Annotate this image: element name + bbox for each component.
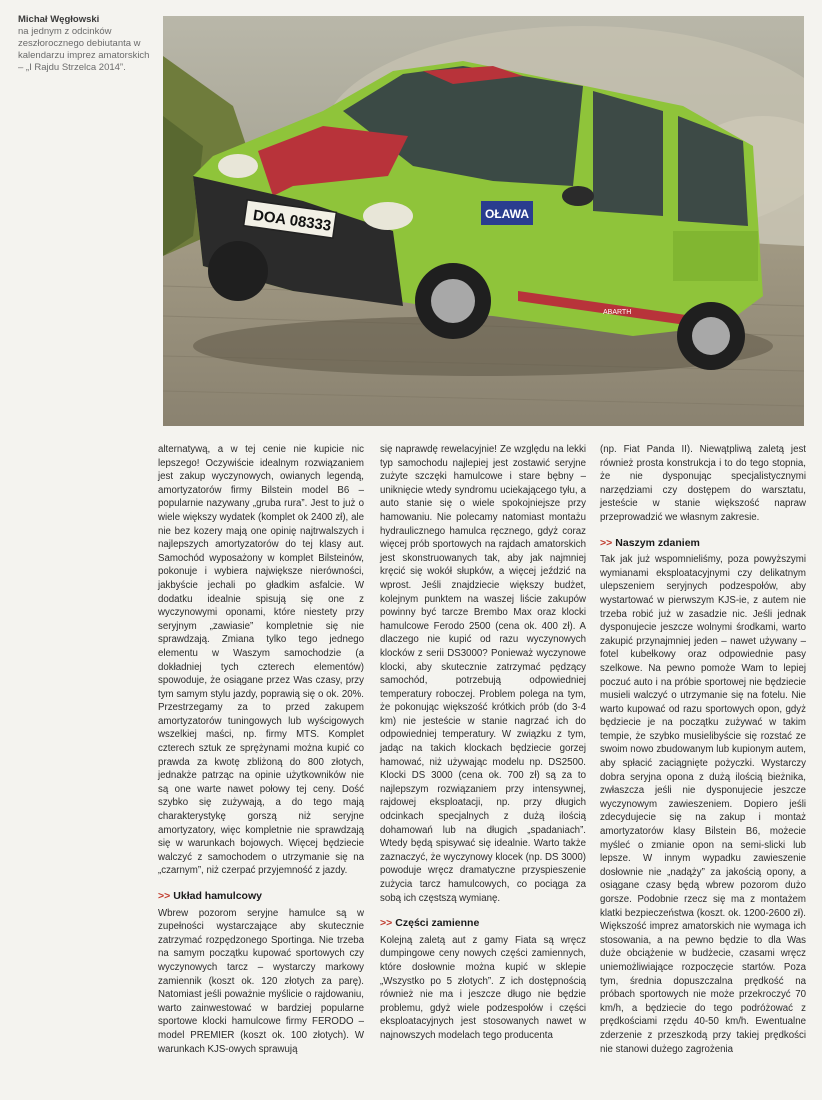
abarth-strip: ABARTH <box>603 309 632 316</box>
column-1 <box>158 443 364 1056</box>
section-heading-brakes <box>158 890 364 904</box>
paragraph: się naprawdę rewelacyjnie! Ze względu na lekki typ samochodu najlepiej jest zostawić seryjne zużyte szczęki hamulcowe i stare bębny – uniknięcie wtedy syndromu uciekającego tyłu, a auto stanie się o wiele spokojniejsze przy hamowaniu. Nie polecamy natomiast montażu hydraulicznego hamulca ręcznego, gdyż coraz więcej prób sportowych na rajdach amatorskich jest skonstruowanych tak, aby jak najmniej kręcić się wokół słupków, a więcej jeździć na wprost. Jeśli znajdziecie większy budżet, kolejnym punktem na waszej liście zakupów powinny być tarcze Brembo Max oraz klocki hamulcowe Ferodo 2500 (cena ok. 400 zł). A dlaczego nie kupić od razu wyczynowych klocków z serii DS3000? Ponieważ wyczynowe klocki, aby skutecznie zatrzymać pędzący samochód, potrzebują odpowiedniej temperatury roboczej. Problem polega na tym, że pokonując większość krótkich prób (do 3-4 km) nie jesteście w stanie nagrzać ich do odpowiedniej temperatury. W związku z tym, jadąc na takich klockach będziecie gorzej hamować, niż używając modelu np. DS2500. Klocki DS 3000 (cena ok. 700 zł) są za to najlepszym rozwiązaniem przy intensywnej, rajdowej eksploatacji, np. przy długich odcinkach specjalnych z dużą ilością dohamowań lub na długich „spadaniach”. Wtedy będą spisywać się idealnie. Warto także zaznaczyć, że wyczynowy klocek (np. DS 3000) powoduje wręcz dramatyczne przyspieszenie zużycia tarcz hamulcowych, co pociąga za sobą ich częstszą wymianę. <box>380 444 586 904</box>
photo-caption <box>18 14 154 74</box>
heading-text: Naszym zdaniem <box>615 536 700 549</box>
section-arrow-icon: >> <box>158 890 171 902</box>
column-3 <box>600 443 806 1056</box>
paragraph: Wbrew pozorom seryjne hamulce są w zupełności wystarczające aby skutecznie zatrzymać rozpędzonego Sportinga. Nie trzeba na samym początku kupować sportowych czy wyczynowych tarcz – wystarczy markowy zamiennik (koszt ok. 120 złotych za parę). Natomiast jeśli poważnie myślicie o rajdowaniu, warto zainwestować w bardziej popularne sportowe klocki hamulcowe firmy FERODO – model PREMIER (koszt ok. 100 złotych). W warunkach KJS-owych sprawują <box>158 907 364 1055</box>
sponsor-sticker: OŁAWA <box>485 207 529 221</box>
section-heading-our-opinion <box>600 537 806 551</box>
paragraph: (np. Fiat Panda II). Niewątpliwą zaletą jest również prosta konstrukcja i to do tego stopnia, że nie dysponując specjalistycznymi narzędziami czy dostępem do warsztatu, jesteście w stanie większość napraw przeprowadzić we własnym zakresie. <box>600 444 806 523</box>
paragraph: Kolejną zaletą aut z gamy Fiata są wręcz dumpingowe ceny nowych części zamiennych, które dosłownie można kupić w sklepie „Wszystko po 5 złotych”. Z ich dostępnością również nie ma i jeszcze długo nie będzie problemu, gdyż wiele podzespołów i części eksploatacyjnych jest stosowanych nawet w najnowszych modelach tego producenta <box>380 934 586 1041</box>
section-heading-spare-parts <box>380 917 586 931</box>
heading-text: Układ hamulcowy <box>173 890 262 902</box>
section-arrow-icon: >> <box>380 917 393 930</box>
caption-text: na jednym z odcinków zeszłorocznego debiutanta w kalendarzu imprez amatorskich – „I Rajdu Strzelca 2014”. <box>18 26 150 73</box>
caption-author: Michał Węgłowski <box>18 14 100 25</box>
column-2 <box>380 443 586 1043</box>
heading-text: Części zamienne <box>395 917 480 930</box>
section-arrow-icon: >> <box>600 536 613 549</box>
license-plate: DOA 08333 <box>251 206 333 235</box>
paragraph: alternatywą, a w tej cenie nie kupicie nic lepszego! Oczywiście idealnym rozwiązaniem jest zakup wyczynowych, owianych legendą, amortyzatorów firmy Bilstein model B6 – popularnie nazywany „gruba rura”. Jest to już o wiele większy wydatek (komplet ok 2400 zł), ale nie bez kozery mają one opinię najtrwalszych i najlepszych amortyzatorów do tej klasy aut. Samochód wyposażony w komplet Bilsteinów, pokonuje i wybiera największe nierówności, jakbyście jechali po gładkim asfalcie. W dodatku idealnie spisują się one z wyczynowymi oponami, które niestety przy seryjnym „zawiasie” kompletnie się nie sprawdzają. Zmiana tylko tego jednego elementu w Waszym samochodzie (a dokładniej tych czterech elementów) spowoduje, że osiągane przez Was czasy, przy tym samym stylu jazdy, poprawią się o ok. 20%. Przestrzegamy za to przed zakupem amortyzatorów tuningowych lub wyścigowych wszelkiej maści, np. firmy MTS. Komplet czterech sztuk ze sprężynami można kupić co prawda za kwotę zbliżoną do 800 złotych, jednakże patrząc na opinie użytkowników nie są one warte nawet połowy tej ceny. Dość szybko się zużywają, a do tego mają charakterystykę gorszą niż seryjne amortyzatory, więc kompletnie nie sprawdzają się w warunkach bojowych. Więcej będziecie walczyć z samochodem o utrzymanie się na „czarnym”, niż czerpać przyjemność z jazdy. <box>158 444 364 877</box>
paragraph: Tak jak już wspomnieliśmy, poza powyższymi wymianami eksploatacyjnymi czy delikatnym ulepszeniem seryjnych podzespołów, aby wystartować w pierwszym KJS-ie, z autem nie trzeba robić już w zasadzie nic. Jeśli jednak dysponujecie jeszcze wolnymi środkami, warto zakupić przynajmniej jeden – nawet używany – fotel kubełkowy oraz odpowiednie pasy szelkowe. Na pewno pomoże Wam to lepiej poczuć auto i na próbie sportowej nie będziecie musieli walczyć o utrzymanie się na fotelu. Nie warto kupować od razu sportowych opon, gdyż będziecie je na początku zużywać w takim tempie, że szybko musielibyście się rozstać ze swoim nowo zbudowanym lub kupionym autem, aby spłacić zaciągnięte pożyczki. Wystarczy dobra seryjna opona z dużą ilością bieżnika, zwłaszcza jeśli nie dysponujecie jeszcze wyczynowym zawieszeniem. Dopiero jeśli zdecydujecie się na zakup i montaż amortyzatorów klasy Bilstein B6, możecie myśleć o zmianie opon na semi-slicki lub lepsze. W innym wypadku zawieszenie dosłownie nie „nadąży” za jakością opony, a osiągane czasy będą wbrew pozorom dużo gorsze. Podobnie rzecz się ma z montażem klatki bezpieczeństwa (koszt. ok. 1200-2600 zł). Większość imprez amatorskich nie wymaga ich stosowania, a na pewno będzie to dla Was duże obciążenie w budżecie, czasami wręcz uniemożliwiające rozpoczęcie startów. Poza tym, średnia dopuszczalna prędkość na próbach sportowych nie może przekroczyć 70 km/h, a będziecie do tego podróżować z prędkościami rzędu 40-50 km/h. Ewentualne zderzenie z przeszkodą przy takiej prędkości nie stanowi dużego zagrożenia <box>600 554 806 1055</box>
rally-car-photo <box>163 16 804 426</box>
